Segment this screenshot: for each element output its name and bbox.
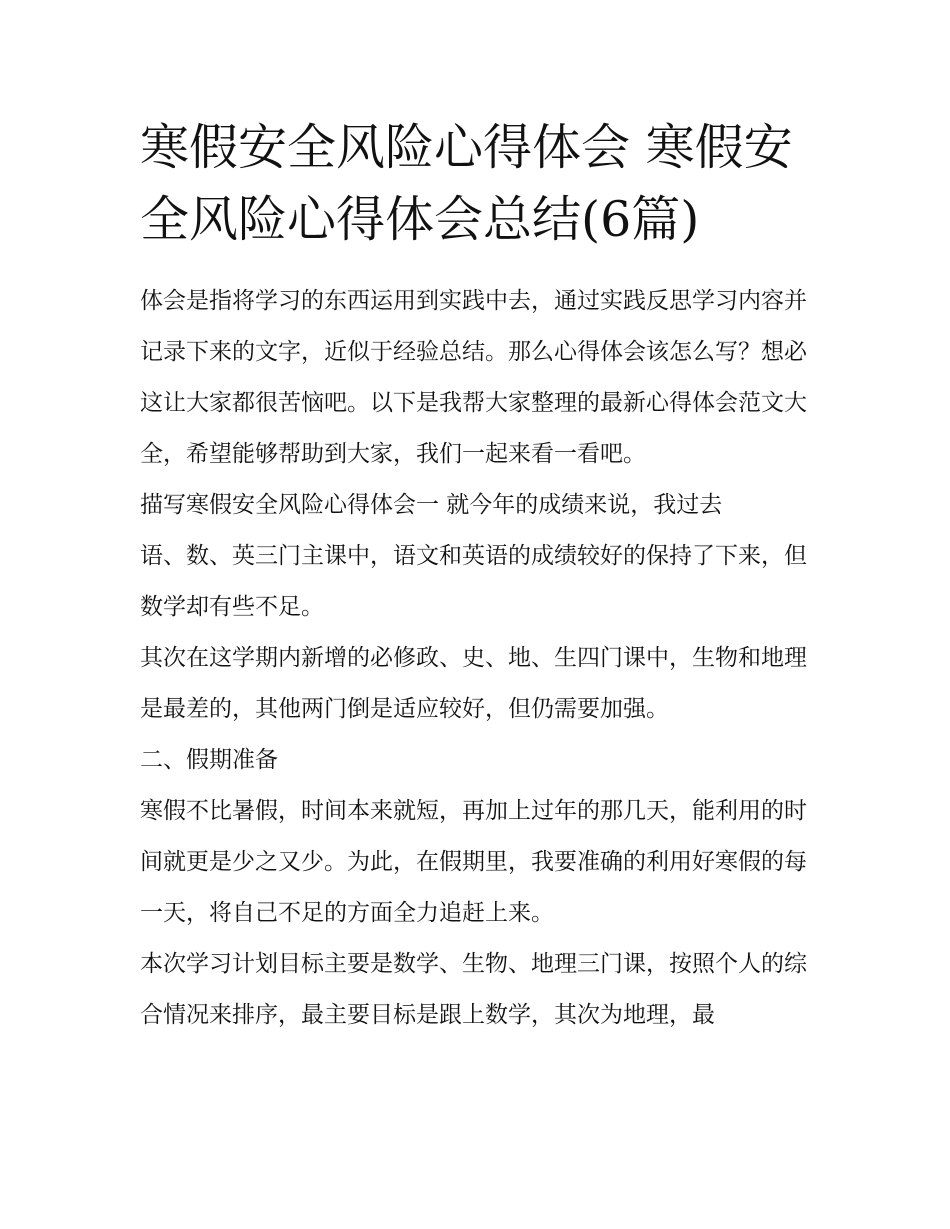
paragraph-grades: 语、数、英三门主课中，语文和英语的成绩较好的保持了下来，但数学却有些不足。	[140, 543, 807, 620]
paragraph-intro: 体会是指将学习的东西运用到实践中去，通过实践反思学习内容并记录下来的文字，近似于经验总结。那么心得体会该怎么写？想必这让大家都很苦恼吧。以下是我帮大家整理的最新心得体会范文大全，希望能够帮助到大家，我们一起来看一看吧。	[140, 288, 807, 467]
section-heading-holiday-prep: 二、假期准备	[140, 747, 278, 773]
paragraph-heading-one: 描写寒假安全风险心得体会一 就今年的成绩来说，我过去	[140, 492, 723, 518]
paragraph-winter-break: 寒假不比暑假，时间本来就短，再加上过年的那几天，能利用的时间就更是少之又少。为此，在假期里，我要准确的利用好寒假的每一天，将自己不足的方面全力追赶上来。	[140, 798, 807, 926]
paragraph-study-plan: 本次学习计划目标主要是数学、生物、地理三门课，按照个人的综合情况来排序，最主要目标是跟上数学，其次为地理，最	[140, 951, 807, 1028]
document-title: 寒假安全风险心得体会 寒假安全风险心得体会总结(6篇)	[140, 119, 793, 248]
paragraph-new-subjects: 其次在这学期内新增的必修政、史、地、生四门课中，生物和地理是最差的，其他两门倒是适应较好，但仍需要加强。	[140, 645, 807, 722]
document-body	[140, 276, 820, 1041]
